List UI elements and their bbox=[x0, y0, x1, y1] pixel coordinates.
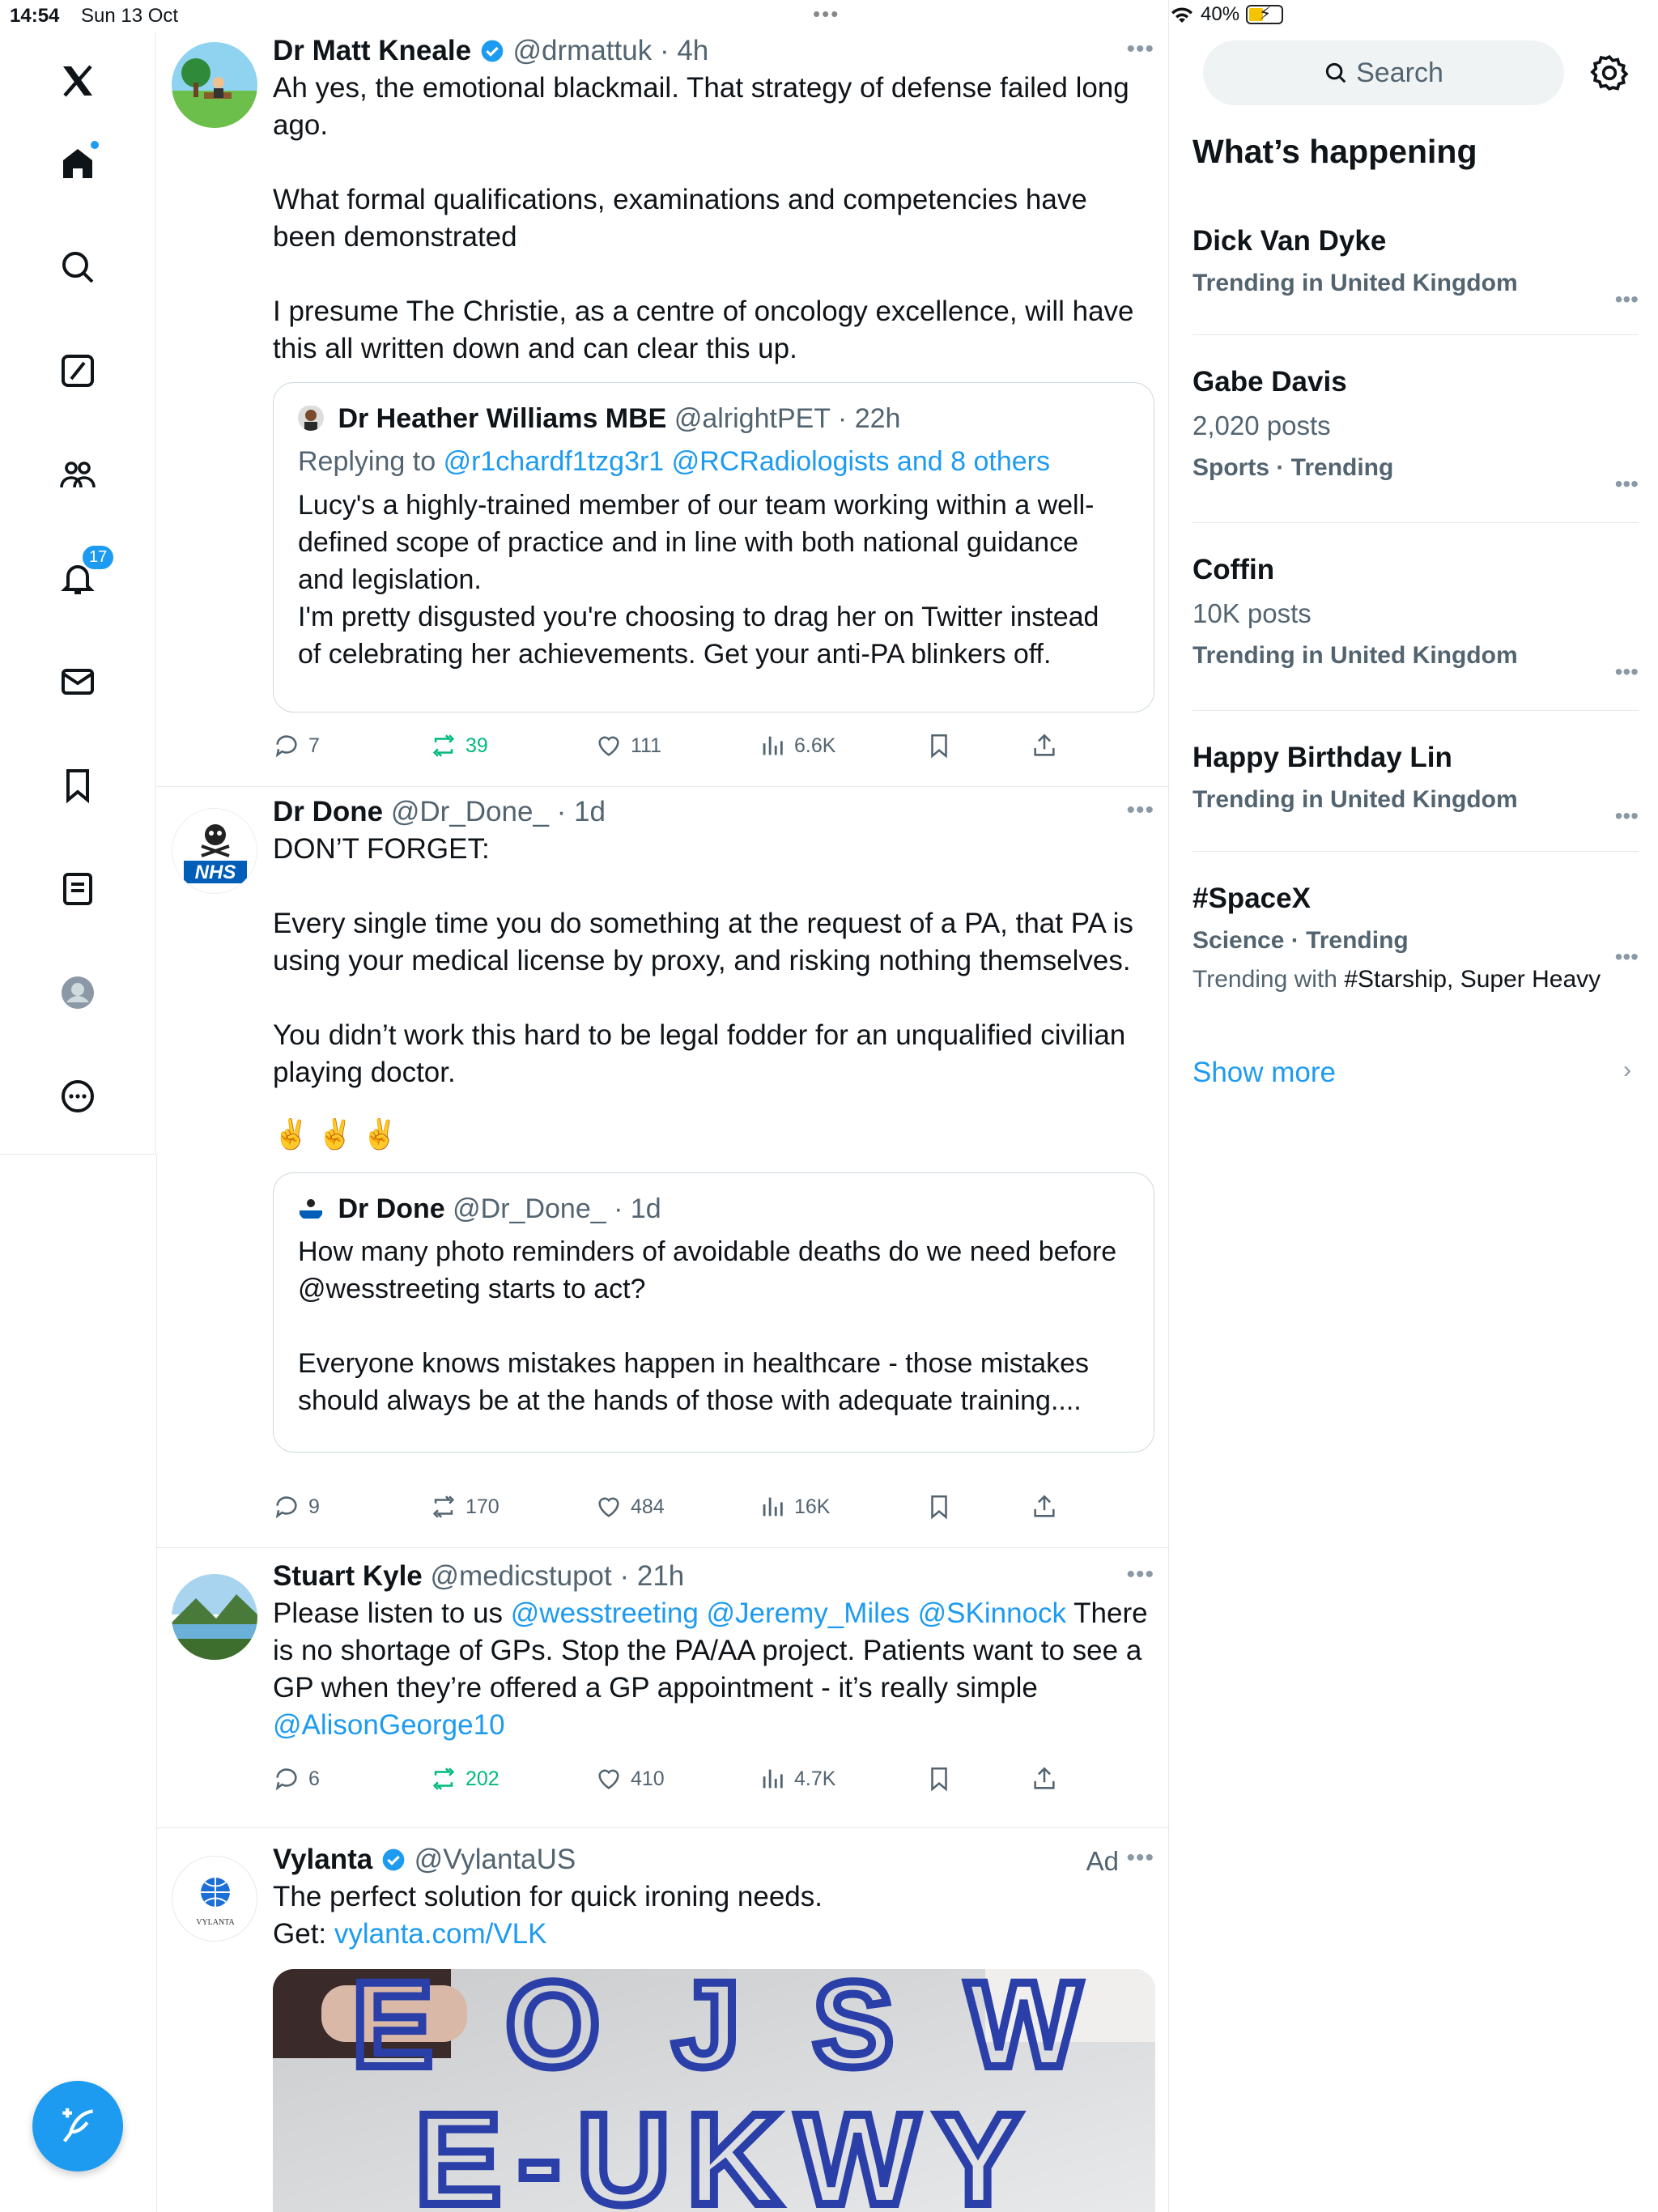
tweet-more-button[interactable]: ••• bbox=[1126, 1561, 1154, 1588]
reply-button[interactable] bbox=[273, 732, 320, 759]
author-handle[interactable]: @drmattuk bbox=[512, 35, 653, 66]
share-button[interactable] bbox=[1031, 1765, 1058, 1793]
tweet[interactable]: ••• Stuart Kyle @medicstupot · 21h Please listen to us @wesstreeting @Jeremy_Miles @SKinnock There is no shortage of GPs. Stop the PA/AA project. Patients want to see a GP when they’re offered a GP appointment - it’s really simple @AlisonGeorge10 6 202 410 4.7K bbox=[157, 1548, 1169, 1828]
messages-mail-icon[interactable] bbox=[53, 657, 102, 706]
feather-plus-icon bbox=[55, 2104, 100, 2149]
timeline bbox=[157, 0, 1169, 2212]
trend-name: Gabe Davis bbox=[1192, 366, 1347, 398]
tweet-time[interactable]: 21h bbox=[636, 1560, 685, 1592]
views-button[interactable] bbox=[759, 1765, 835, 1793]
share-icon bbox=[1031, 732, 1058, 759]
wifi-icon bbox=[1170, 5, 1194, 24]
reply-count: 6 bbox=[308, 1767, 320, 1790]
bookmark-button[interactable] bbox=[925, 732, 953, 759]
promoted-tweet[interactable] bbox=[157, 1828, 1169, 2212]
author-name[interactable]: Dr Matt Kneale bbox=[273, 35, 472, 66]
view-count: 16K bbox=[794, 1495, 831, 1518]
svg-text:NHS: NHS bbox=[194, 861, 236, 883]
bookmark-icon bbox=[925, 1493, 953, 1521]
repost-count: 170 bbox=[466, 1495, 500, 1518]
quoted-author-handle: @Dr_Done_ bbox=[453, 1193, 606, 1224]
tweet-text: DON’T FORGET: Every single time you do something at the request of a PA, that PA is using your medical license by proxy, and risking nothing themselves. You didn’t work this hard to be legal fodder for an unqualified civilian playing doctor. bbox=[273, 833, 1133, 1088]
repost-icon bbox=[430, 1493, 457, 1521]
communities-icon[interactable] bbox=[53, 450, 102, 499]
trend-more-button[interactable]: ••• bbox=[1614, 944, 1639, 969]
tweet[interactable] bbox=[157, 32, 1169, 787]
bookmark-icon bbox=[925, 732, 953, 759]
replying-prefix: Replying to bbox=[298, 446, 436, 477]
notifications-bell-icon[interactable] bbox=[53, 548, 108, 602]
tweet-text: Ah yes, the emotional blackmail. That strategy of defense failed long ago. What formal qualifications, examinations and competencies have been demonstrated I presume The Christie, as a centre of oncology excellence, will have this all written down and can clear this up. bbox=[273, 72, 1134, 364]
like-count: 484 bbox=[631, 1495, 665, 1518]
media-text-top: E O J S W bbox=[351, 1969, 1101, 2092]
like-button[interactable] bbox=[595, 1493, 665, 1521]
views-chart-icon bbox=[759, 732, 786, 759]
bookmark-button[interactable] bbox=[925, 1493, 953, 1521]
repost-button[interactable] bbox=[430, 1765, 500, 1793]
ad-link[interactable]: vylanta.com/VLK bbox=[334, 1918, 547, 1950]
trend-related bbox=[1192, 962, 1639, 998]
author-name[interactable]: Dr Done bbox=[273, 796, 384, 827]
share-button[interactable] bbox=[1031, 1493, 1058, 1521]
avatar[interactable] bbox=[172, 1574, 257, 1660]
repost-icon bbox=[430, 1765, 457, 1793]
settings-gear-icon[interactable] bbox=[1589, 53, 1630, 93]
heart-icon bbox=[595, 1765, 623, 1793]
tweet-more-button[interactable]: ••• bbox=[1126, 1844, 1154, 1871]
trend-item[interactable] bbox=[1192, 551, 1639, 711]
author-handle[interactable]: @VylantaUS bbox=[414, 1844, 576, 1875]
share-icon bbox=[1031, 1765, 1058, 1793]
tweet-more-button[interactable]: ••• bbox=[1126, 797, 1154, 823]
trend-more-button[interactable]: ••• bbox=[1614, 471, 1639, 496]
trend-category: Science · Trending bbox=[1192, 927, 1409, 954]
ad-label: Ad bbox=[1086, 1846, 1119, 1876]
mention-links[interactable]: @wesstreeting @Jeremy_Miles @SKinnock bbox=[510, 1597, 1067, 1629]
view-count: 4.7K bbox=[794, 1767, 836, 1790]
bookmark-icon bbox=[925, 1765, 953, 1793]
replying-to bbox=[298, 443, 1129, 480]
like-button[interactable] bbox=[595, 732, 661, 759]
share-icon bbox=[1031, 1493, 1058, 1521]
avatar[interactable] bbox=[172, 1856, 257, 1942]
battery-icon: ⚡ bbox=[1246, 5, 1283, 24]
bookmark-button[interactable] bbox=[925, 1765, 953, 1793]
trend-more-button[interactable]: ••• bbox=[1614, 659, 1639, 684]
like-count: 111 bbox=[631, 734, 662, 757]
search-icon bbox=[1324, 61, 1348, 85]
trend-name: Dick Van Dyke bbox=[1192, 225, 1387, 257]
tweet-text-body: There is no shortage of GPs. Stop the PA/AA project. Patients want to see a GP when they’re offered a GP appointment - it’s really simple bbox=[273, 1597, 1156, 1704]
trend-more-button[interactable]: ••• bbox=[1614, 803, 1639, 828]
author-name[interactable]: Vylanta bbox=[273, 1844, 373, 1875]
tweet-time[interactable]: 1d bbox=[574, 796, 606, 827]
home-unread-dot bbox=[89, 139, 100, 151]
tweet-actions bbox=[273, 732, 1139, 764]
author-name[interactable]: Stuart Kyle bbox=[273, 1560, 423, 1592]
explore-search-icon[interactable] bbox=[53, 243, 102, 291]
grok-icon[interactable] bbox=[53, 347, 102, 395]
trend-item[interactable] bbox=[1192, 222, 1639, 335]
trend-category: Trending in United Kingdom bbox=[1192, 270, 1518, 296]
reply-button[interactable] bbox=[273, 1493, 320, 1521]
trend-post-count: 10K posts bbox=[1192, 598, 1312, 628]
compose-post-button[interactable] bbox=[32, 2081, 123, 2172]
trend-post-count: 2,020 posts bbox=[1192, 410, 1331, 440]
verified-badge-icon bbox=[380, 1847, 406, 1873]
trend-category: Trending in United Kingdom bbox=[1192, 786, 1518, 813]
tweet-actions bbox=[273, 1493, 1139, 1525]
trend-item[interactable] bbox=[1192, 363, 1639, 523]
quoted-tweet[interactable]: Dr Done @Dr_Done_ · 1d How many photo reminders of avoidable deaths do we need before @wesstreeting starts to act? Everyone knows mistakes happen in healthcare - those mistakes should always be at the hands of those with adequate training.... bbox=[273, 1172, 1154, 1453]
like-count: 410 bbox=[631, 1767, 665, 1790]
trend-related-prefix: Trending with bbox=[1192, 966, 1345, 993]
quoted-tweet-time: 22h bbox=[854, 403, 901, 434]
repost-count: 39 bbox=[466, 734, 488, 757]
x-logo-icon[interactable] bbox=[53, 57, 102, 105]
get-label: Get: bbox=[273, 1918, 334, 1950]
avatar[interactable] bbox=[172, 42, 257, 128]
tweet-link-line bbox=[273, 1916, 1154, 1953]
status-date: Sun 13 Oct bbox=[81, 5, 179, 27]
like-button[interactable] bbox=[595, 1765, 665, 1793]
avatar[interactable] bbox=[172, 808, 257, 894]
views-chart-icon bbox=[759, 1493, 786, 1521]
quoted-author-handle: @alrightPET bbox=[674, 403, 831, 434]
views-button[interactable] bbox=[759, 732, 835, 759]
show-more-link[interactable]: Show more bbox=[1192, 1057, 1337, 1088]
quoted-author-name: Dr Done bbox=[338, 1193, 445, 1224]
reply-icon bbox=[273, 732, 300, 759]
vylanta-logo-text: VYLANTA bbox=[196, 1918, 235, 1927]
tweet-actions bbox=[273, 1765, 1139, 1797]
chevron-right-icon: › bbox=[1623, 1057, 1631, 1083]
trend-related-value: #Starship, Super Heavy bbox=[1344, 966, 1601, 993]
reply-icon bbox=[273, 1493, 300, 1521]
search-input[interactable] bbox=[1203, 40, 1564, 105]
verified-badge-icon bbox=[479, 38, 505, 64]
share-button[interactable] bbox=[1031, 732, 1058, 759]
reply-count: 9 bbox=[308, 1495, 320, 1518]
view-count: 6.6K bbox=[794, 734, 836, 757]
quoted-tweet-text: Lucy's a highly-trained member of our team working within a well-defined scope of practice and in line with both national guidance and legislation. I'm pretty disgusted you're choosing to drag her on Twitter instead of celebrating her achievements. Get your anti-PA blinkers off. bbox=[298, 490, 1099, 670]
quoted-tweet[interactable]: Dr Heather Williams MBE @alrightPET · 22h Replying to @r1chardf1tzg3r1 @RCRadiologists and 8 others Lucy's a highly-trained member of our team working within a well-defined scope of practice and in line with both national guidance and legislation. I'm pretty disgusted you're choosing to drag her on Twitter instead of celebrating her achievements. Get your anti-PA blinkers off. bbox=[273, 382, 1154, 713]
media-text-bottom: E-UKWY bbox=[414, 2087, 1038, 2212]
tweet-text bbox=[273, 1595, 1154, 1744]
heart-icon bbox=[595, 732, 623, 759]
replying-to-links[interactable]: @r1chardf1tzg3r1 @RCRadiologists and 8 others bbox=[443, 446, 1050, 477]
repost-button[interactable] bbox=[430, 732, 488, 759]
views-chart-icon bbox=[759, 1765, 786, 1793]
repost-icon bbox=[430, 732, 457, 759]
whats-happening-title: What’s happening bbox=[1192, 133, 1477, 170]
tweet-text: The perfect solution for quick ironing needs. bbox=[273, 1881, 823, 1912]
trend-more-button[interactable]: ••• bbox=[1614, 287, 1639, 312]
left-navigation bbox=[0, 32, 156, 1155]
battery-percent: 40% bbox=[1201, 3, 1240, 25]
quoted-avatar bbox=[298, 1195, 324, 1221]
tweet-emojis: ✌️ ✌️ ✌️ bbox=[273, 1117, 398, 1151]
more-options-circle-icon[interactable] bbox=[53, 1072, 102, 1121]
quoted-avatar bbox=[298, 405, 324, 431]
home-icon[interactable] bbox=[53, 139, 102, 188]
ad-media-image[interactable] bbox=[273, 1969, 1155, 2212]
author-handle[interactable]: @Dr_Done_ bbox=[390, 796, 549, 827]
quoted-tweet-time: 1d bbox=[630, 1193, 661, 1224]
trend-name: Coffin bbox=[1192, 554, 1275, 585]
trend-item[interactable] bbox=[1192, 738, 1639, 852]
quoted-author-name: Dr Heather Williams MBE bbox=[338, 403, 667, 434]
trend-name: Happy Birthday Lin bbox=[1192, 742, 1452, 773]
trend-category: Trending in United Kingdom bbox=[1192, 642, 1518, 669]
tweet-text-intro: Please listen to us bbox=[273, 1597, 511, 1629]
multitasking-dots-icon[interactable]: ••• bbox=[813, 2, 840, 26]
reply-icon bbox=[273, 1765, 300, 1793]
trend-item[interactable] bbox=[1192, 879, 1639, 1017]
trend-category: Sports · Trending bbox=[1192, 454, 1394, 481]
trend-name: #SpaceX bbox=[1192, 883, 1311, 914]
tweet-time[interactable]: 4h bbox=[677, 35, 709, 66]
profile-avatar-icon[interactable] bbox=[53, 968, 102, 1017]
lists-icon[interactable] bbox=[53, 865, 102, 913]
repost-count: 202 bbox=[466, 1767, 500, 1790]
repost-button[interactable] bbox=[430, 1493, 500, 1521]
tweet-more-button[interactable]: ••• bbox=[1126, 36, 1154, 62]
status-time: 14:54 bbox=[10, 5, 60, 27]
heart-icon bbox=[595, 1493, 623, 1521]
bookmarks-icon[interactable] bbox=[53, 761, 102, 810]
mention-link-end[interactable]: @AlisonGeorge10 bbox=[273, 1709, 505, 1741]
reply-button[interactable] bbox=[273, 1765, 320, 1793]
notifications-badge: 17 bbox=[81, 544, 115, 571]
search-placeholder: Search bbox=[1356, 57, 1443, 88]
tweet[interactable]: NHS ••• Dr Done @Dr_Done_ · 1d DON’T FORGET: Every single time you do something at the request of a PA, that PA is using your medical license by proxy, and risking nothing themselves. You didn’t work this hard to be legal fodder for an unqualified civilian playing doctor. ✌️ ✌️ ✌️ Dr Done @Dr_Done_ · 1d How many photo reminders of avoidable deaths do we need before @wesstreeting starts to act? Everyone knows mistakes happen in healthcare - those mistakes should always be at the hands of those with adequate training.... 9 170 484 16K bbox=[157, 787, 1169, 1548]
author-handle[interactable]: @medicstupot bbox=[430, 1560, 612, 1592]
tweet-header: Dr Matt Kneale @drmattuk · 4h bbox=[273, 35, 709, 66]
quoted-tweet-text: How many photo reminders of avoidable deaths do we need before @wesstreeting starts to act? Everyone knows mistakes happen in healthcare - those mistakes should always be at the hands of those with adequate training.... bbox=[298, 1236, 1117, 1416]
views-button[interactable] bbox=[759, 1493, 830, 1521]
reply-count: 7 bbox=[308, 734, 320, 757]
